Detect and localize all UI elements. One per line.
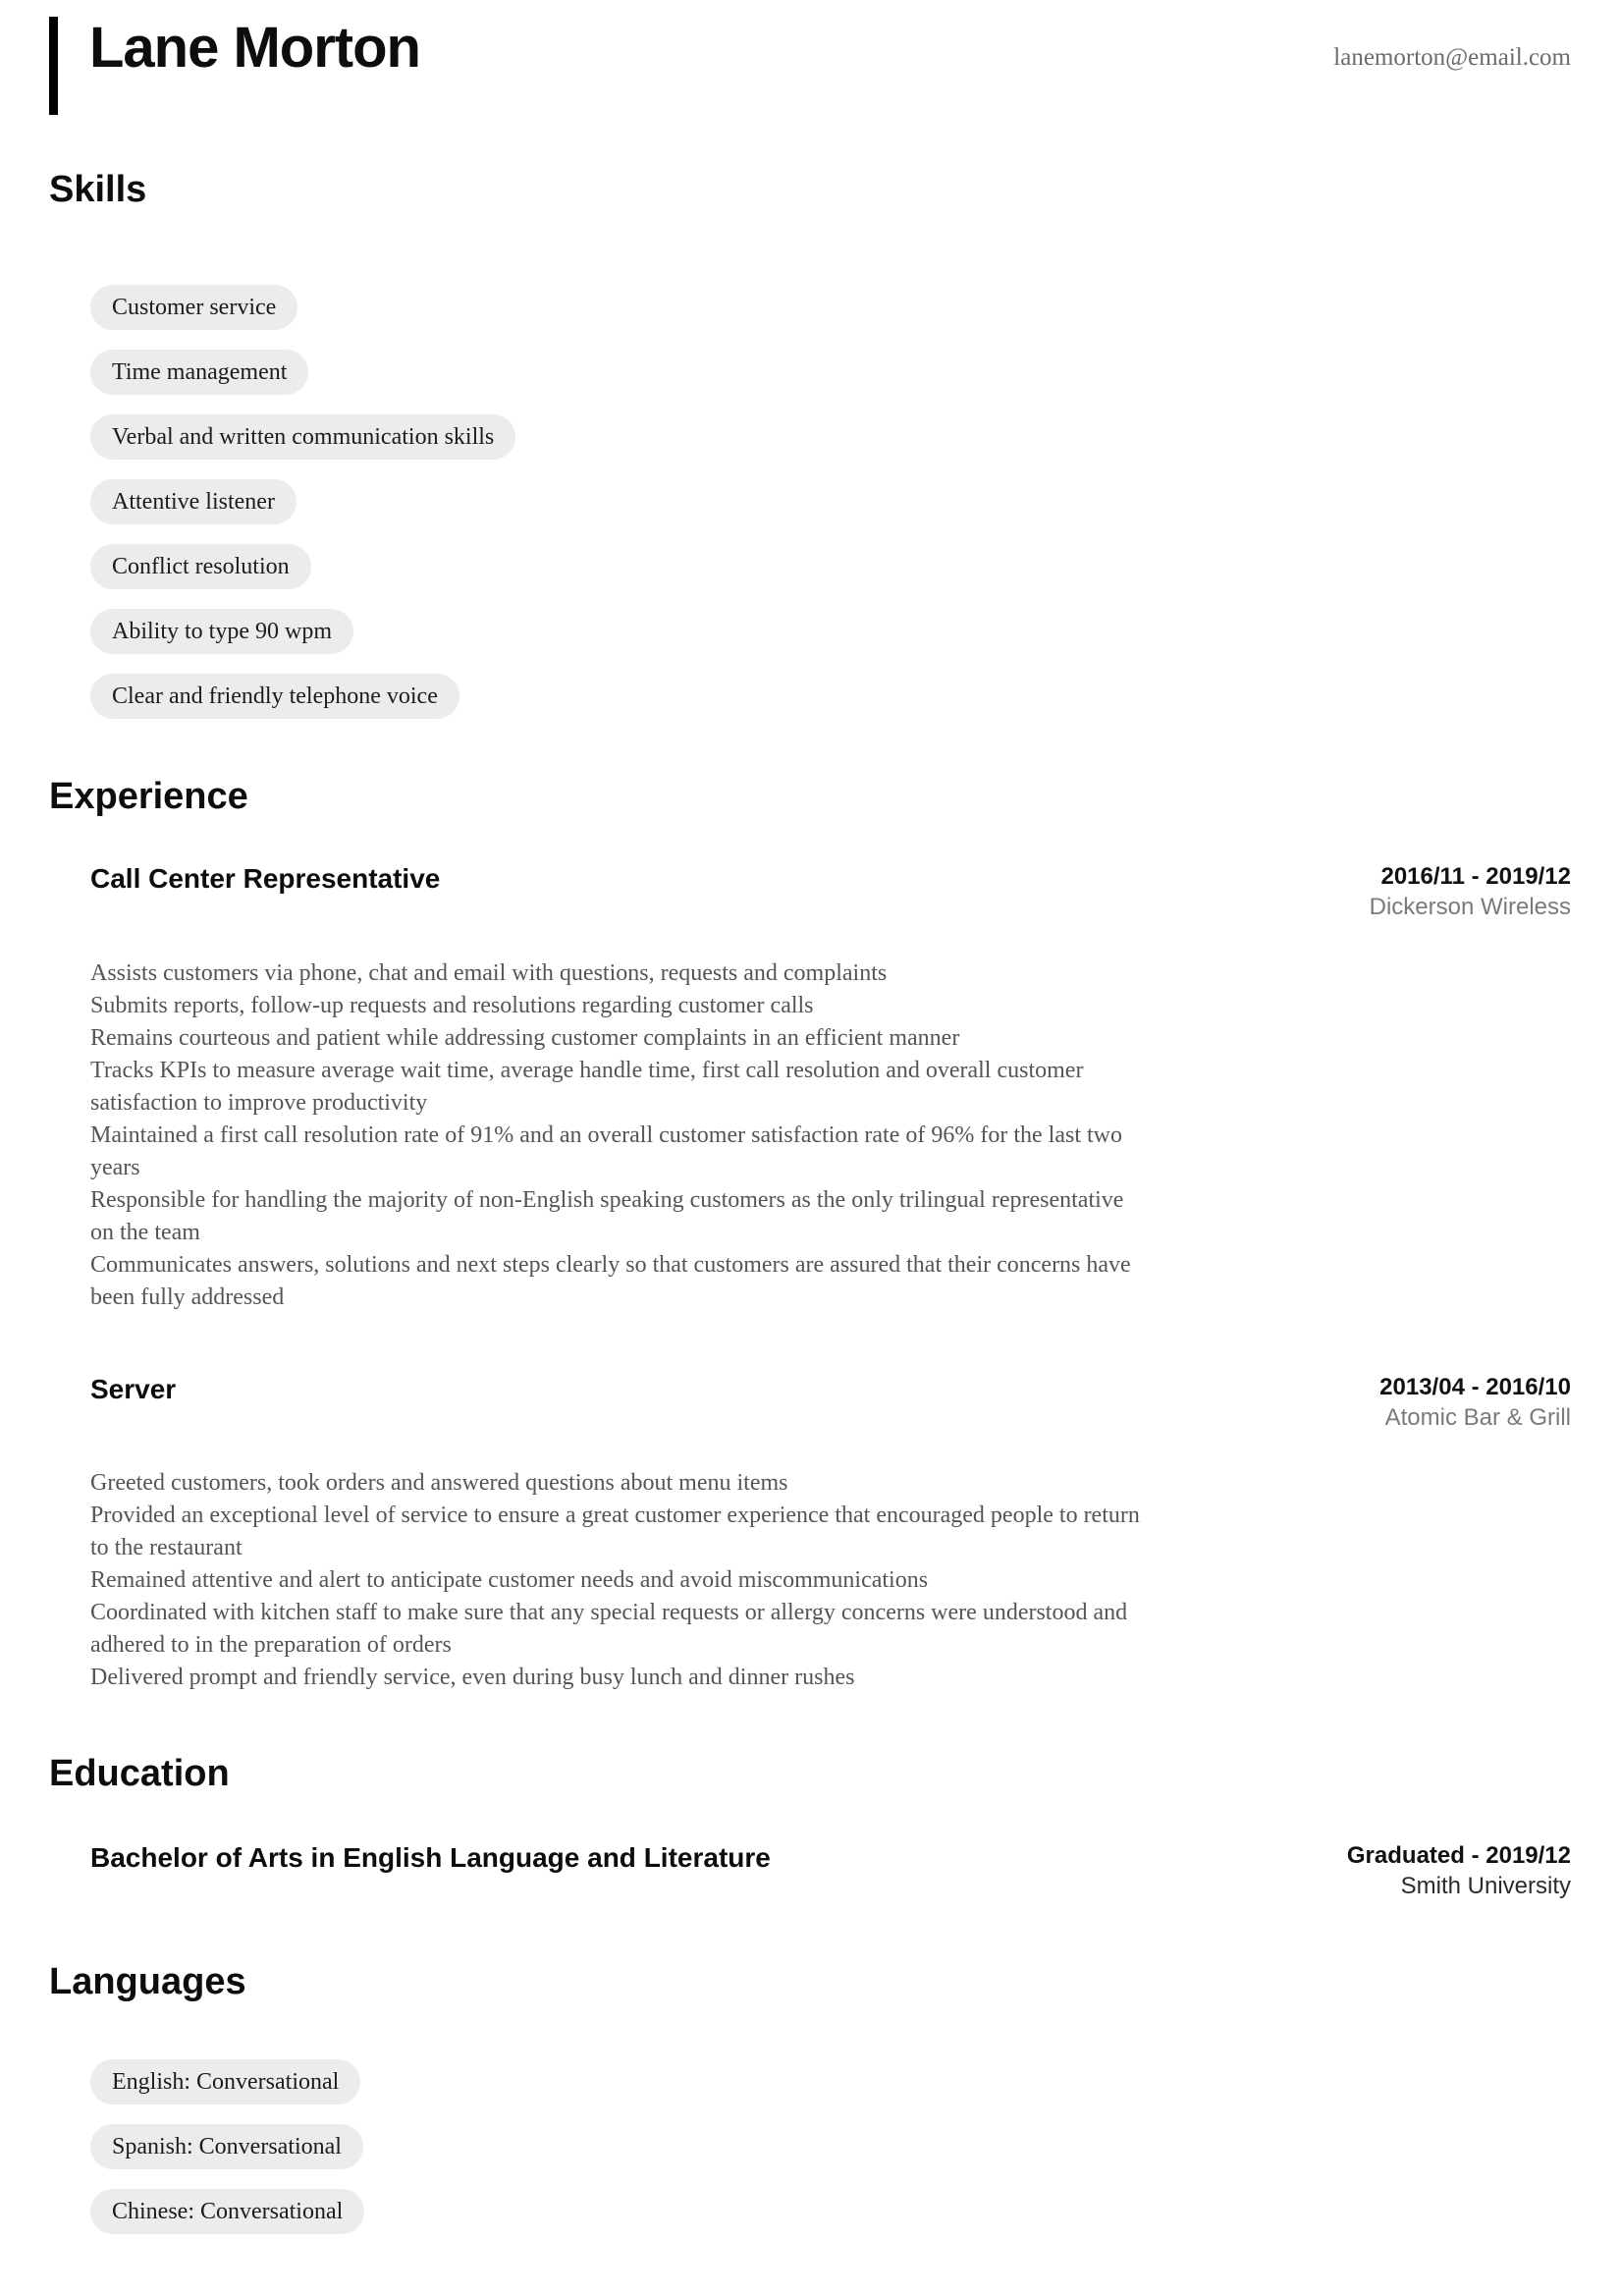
experience-section-title: Experience (49, 775, 248, 817)
email-address: lanemorton@email.com (1333, 44, 1571, 71)
jobs-list (49, 862, 1571, 1694)
job-meta (1379, 1373, 1571, 1434)
job-description (90, 1467, 1146, 1694)
person-name: Lane Morton (89, 16, 420, 80)
language-pill: English: Conversational (90, 2059, 360, 2105)
skill-pill: Ability to type 90 wpm (90, 609, 353, 654)
education-section (49, 1753, 1571, 1902)
name-accent-bar (49, 17, 58, 115)
school-name: Smith University (1400, 1872, 1571, 1899)
languages-section-title: Languages (49, 1961, 246, 2003)
job-bullet: Assists customers via phone, chat and email with questions, requests and complaints (90, 959, 888, 986)
job-company: Dickerson Wireless (1369, 894, 1571, 921)
language-pill: Chinese: Conversational (90, 2189, 364, 2234)
job-description (90, 957, 1146, 1314)
job-header (90, 862, 1571, 923)
education-section-title: Education (49, 1753, 230, 1795)
job-bullet: Delivered prompt and friendly service, even during busy lunch and dinner rushes (90, 1665, 855, 1691)
languages-section (49, 1961, 1571, 2234)
job-header (90, 1373, 1571, 1434)
skill-pill: Clear and friendly telephone voice (90, 674, 459, 719)
job-bullet: Greeted customers, took orders and answered questions about menu items (90, 1470, 788, 1497)
job-bullet: Remained attentive and alert to anticipate customer needs and avoid miscommunications (90, 1567, 929, 1594)
job-dates: 2013/04 - 2016/10 (1379, 1373, 1571, 1400)
graduation-date: Graduated - 2019/12 (1346, 1841, 1571, 1869)
skill-pill: Customer service (90, 285, 297, 330)
job-dates: 2016/11 - 2019/12 (1380, 863, 1571, 891)
job-bullet: Maintained a first call resolution rate of 91% and an overall customer satisfaction rate of 96% for the last two years (90, 1121, 1122, 1180)
job-bullet: Tracks KPIs to measure average wait time, average handle time, first call resolution and overall customer satisfaction to improve productivity (90, 1057, 1084, 1116)
skills-section-title: Skills (49, 169, 147, 210)
skill-pill: Verbal and written communication skills (90, 414, 515, 460)
job-meta (1370, 862, 1571, 923)
job-bullet: Communicates answers, solutions and next steps clearly so that customers are assured that their concerns have been fully addressed (90, 1251, 1131, 1310)
name-block (49, 17, 420, 115)
degree-title: Bachelor of Arts in English Language and Literature (90, 1841, 771, 1873)
job-title: Call Center Representative (90, 863, 441, 895)
skills-section (49, 169, 1571, 719)
language-pill: Spanish: Conversational (90, 2124, 363, 2169)
skill-pill: Attentive listener (90, 479, 297, 524)
languages-list (90, 2059, 1571, 2234)
skills-list (90, 285, 1571, 719)
job-company: Atomic Bar & Grill (1384, 1403, 1571, 1431)
job-bullet: Remains courteous and patient while addressing customer complaints in an efficient manner (90, 1024, 960, 1051)
job-bullet: Responsible for handling the majority of non-English speaking customers as the only trilingual representative on the team (90, 1186, 1124, 1245)
job-bullet: Submits reports, follow-up requests and resolutions regarding customer calls (90, 992, 814, 1018)
job-entry (90, 1373, 1571, 1694)
job-bullet: Provided an exceptional level of service to ensure a great customer experience that encouraged people to return to the restaurant (90, 1503, 1140, 1561)
header (49, 17, 1571, 115)
skill-pill: Conflict resolution (90, 544, 311, 589)
job-entry (90, 862, 1571, 1313)
education-meta (1347, 1841, 1571, 1902)
job-bullet: Coordinated with kitchen staff to make sure that any special requests or allergy concerns were understood and adhered to in the preparation of orders (90, 1600, 1128, 1659)
experience-section (49, 776, 1571, 1694)
skill-pill: Time management (90, 350, 308, 395)
job-title: Server (90, 1373, 177, 1404)
education-entry (90, 1841, 1571, 1902)
